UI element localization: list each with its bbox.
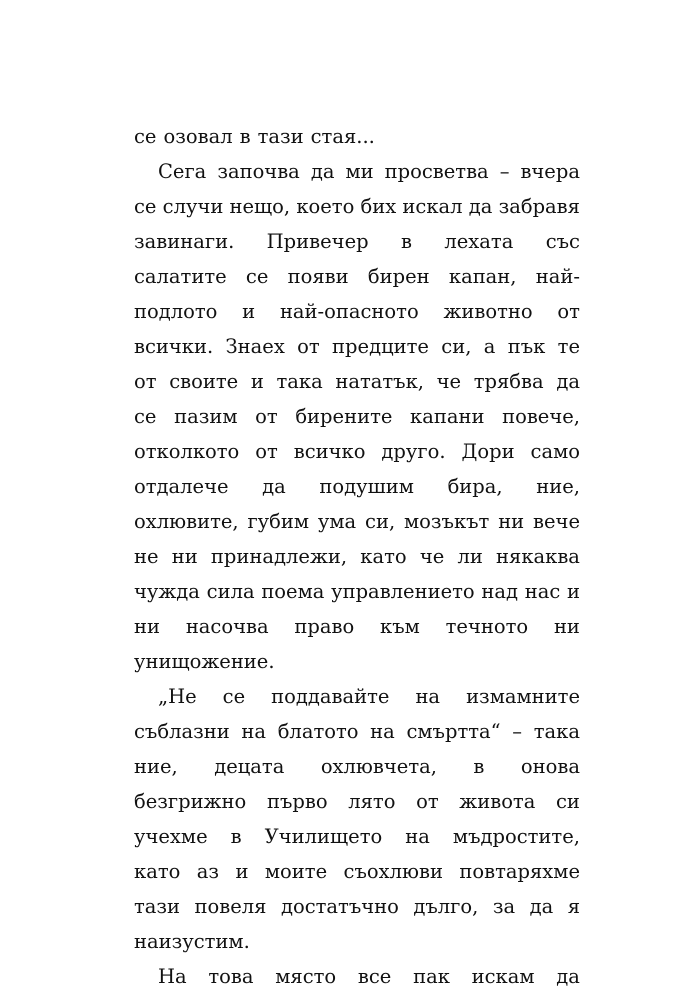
- word: място: [275, 965, 337, 988]
- word: нещо,: [229, 195, 291, 218]
- word: като: [134, 860, 181, 883]
- word: все: [357, 965, 392, 988]
- word: това: [208, 965, 254, 988]
- text-line: [134, 749, 580, 784]
- text-line: [134, 644, 580, 679]
- word: „Не: [158, 685, 197, 708]
- word: Дори: [461, 440, 515, 463]
- word: че: [436, 370, 462, 393]
- word: салатите: [134, 265, 227, 288]
- word: принадлежи,: [210, 545, 348, 568]
- word: от: [134, 370, 157, 393]
- text-line: [134, 504, 580, 539]
- word: само: [530, 440, 580, 463]
- word: така: [276, 370, 323, 393]
- word: започва: [217, 160, 300, 183]
- word: унищожение.: [134, 650, 275, 673]
- word: завинаги.: [134, 230, 235, 253]
- word: в: [473, 755, 485, 778]
- word: аз: [196, 860, 220, 883]
- word: на: [405, 825, 430, 848]
- word: на: [415, 685, 441, 708]
- word: охлювчета,: [320, 755, 437, 778]
- word: животно: [443, 300, 533, 323]
- word: от: [557, 300, 580, 323]
- word: което: [296, 195, 355, 218]
- word: пазим: [174, 405, 238, 428]
- word: да: [529, 895, 554, 918]
- word: отдалече: [134, 475, 229, 498]
- word: озовал: [163, 125, 233, 148]
- word: някаква: [496, 545, 580, 568]
- word: повтаряхме: [459, 860, 580, 883]
- word: не: [134, 545, 159, 568]
- word: учехме: [134, 825, 208, 848]
- word: –: [512, 720, 523, 743]
- word: от: [297, 335, 320, 358]
- word: право: [294, 615, 355, 638]
- word: течното: [445, 615, 529, 638]
- body-text: [134, 119, 580, 994]
- text-line: [134, 434, 580, 469]
- word: със: [545, 230, 580, 253]
- word: тази: [257, 125, 304, 148]
- word: смъртта“: [406, 720, 501, 743]
- text-line: [134, 819, 580, 854]
- word: се: [222, 685, 246, 708]
- word: в: [230, 825, 242, 848]
- word: измамните: [466, 685, 580, 708]
- word: и: [242, 300, 256, 323]
- word: ни: [553, 615, 580, 638]
- text-line: [134, 329, 580, 364]
- word: над: [481, 580, 519, 603]
- text-line: [134, 854, 580, 889]
- word: нататък,: [335, 370, 424, 393]
- word: ни: [134, 615, 160, 638]
- word: живота: [459, 790, 536, 813]
- word: повеля: [194, 895, 267, 918]
- word: Знаех: [225, 335, 285, 358]
- word: ума: [317, 510, 357, 533]
- text-line: [134, 959, 580, 994]
- word: охлювите,: [134, 510, 239, 533]
- word: чужда: [134, 580, 200, 603]
- word: вчера: [520, 160, 580, 183]
- word: онова: [520, 755, 580, 778]
- text-line: [134, 714, 580, 749]
- word: мъдростите,: [452, 825, 580, 848]
- word: бих: [360, 195, 397, 218]
- word: и: [567, 580, 580, 603]
- word: да: [310, 160, 335, 183]
- text-line: [134, 539, 580, 574]
- word: пък: [507, 335, 546, 358]
- word: случи: [162, 195, 224, 218]
- word: тази: [134, 895, 181, 918]
- word: ли: [457, 545, 483, 568]
- word: искал: [402, 195, 463, 218]
- word: отколкото: [134, 440, 240, 463]
- word: и: [250, 370, 264, 393]
- word: просветва: [384, 160, 489, 183]
- text-line: [134, 924, 580, 959]
- word: да: [262, 475, 286, 498]
- word: мозъкът: [404, 510, 490, 533]
- word: съохлюви: [343, 860, 443, 883]
- text-line: [134, 889, 580, 924]
- word: си,: [441, 335, 472, 358]
- word: я: [567, 895, 580, 918]
- word: губим: [247, 510, 310, 533]
- word: –: [499, 160, 510, 183]
- text-line: [134, 259, 580, 294]
- text-line: [134, 364, 580, 399]
- word: те: [557, 335, 580, 358]
- word: си: [556, 790, 580, 813]
- word: управлението: [331, 580, 475, 603]
- word: стая...: [310, 125, 375, 148]
- text-line: [134, 469, 580, 504]
- word: съблазни: [134, 720, 230, 743]
- word: и: [235, 860, 249, 883]
- text-line: [134, 154, 580, 189]
- word: искам: [471, 965, 535, 988]
- word: капан,: [448, 265, 517, 288]
- word: лято: [348, 790, 396, 813]
- word: вече: [533, 510, 580, 533]
- word: се: [134, 195, 157, 218]
- word: най-опасното: [279, 300, 419, 323]
- text-line: [134, 679, 580, 714]
- word: че: [419, 545, 445, 568]
- word: друго.: [381, 440, 446, 463]
- word: появи: [287, 265, 349, 288]
- text-line: [134, 609, 580, 644]
- word: безгрижно: [134, 790, 247, 813]
- word: се: [134, 405, 157, 428]
- word: си,: [365, 510, 396, 533]
- word: да: [468, 195, 493, 218]
- word: достатъчно: [280, 895, 399, 918]
- word: от: [255, 440, 278, 463]
- word: поддавайте: [271, 685, 390, 708]
- word: ние,: [134, 755, 178, 778]
- word: в: [400, 230, 412, 253]
- word: поема: [261, 580, 325, 603]
- word: трябва: [473, 370, 544, 393]
- word: Сега: [158, 160, 207, 183]
- word: за: [492, 895, 516, 918]
- word: капани: [410, 405, 485, 428]
- word: ни: [498, 510, 525, 533]
- word: от: [416, 790, 439, 813]
- word: нас: [524, 580, 561, 603]
- word: първо: [266, 790, 328, 813]
- word: насочва: [185, 615, 269, 638]
- word: на: [241, 720, 267, 743]
- text-line: [134, 399, 580, 434]
- word: всичко: [293, 440, 366, 463]
- word: в: [239, 125, 251, 148]
- word: предците: [332, 335, 429, 358]
- text-line: [134, 294, 580, 329]
- word: всички.: [134, 335, 214, 358]
- word: забравя: [498, 195, 580, 218]
- word: Привечер: [266, 230, 369, 253]
- text-line: [134, 189, 580, 224]
- word: наизустим.: [134, 930, 250, 953]
- word: лехата: [444, 230, 514, 253]
- word: най-: [535, 265, 580, 288]
- word: дълго,: [413, 895, 479, 918]
- word: бирените: [295, 405, 393, 428]
- word: моите: [264, 860, 328, 883]
- word: подлото: [134, 300, 218, 323]
- word: се: [134, 125, 157, 148]
- word: ми: [345, 160, 374, 183]
- word: Училището: [264, 825, 383, 848]
- text-line: [134, 574, 580, 609]
- word: блатото: [277, 720, 359, 743]
- word: да: [556, 965, 580, 988]
- word: се: [245, 265, 269, 288]
- word: а: [483, 335, 496, 358]
- text-line: [134, 119, 580, 154]
- word: децата: [214, 755, 285, 778]
- word: бира,: [447, 475, 503, 498]
- word: На: [158, 965, 187, 988]
- word: ние,: [536, 475, 580, 498]
- text-line: [134, 224, 580, 259]
- word: ни: [171, 545, 198, 568]
- word: своите: [169, 370, 239, 393]
- word: бирен: [367, 265, 430, 288]
- text-line: [134, 784, 580, 819]
- word: подушим: [319, 475, 414, 498]
- word: като: [360, 545, 407, 568]
- word: на: [370, 720, 395, 743]
- word: от: [255, 405, 278, 428]
- word: сила: [206, 580, 255, 603]
- word: повече,: [502, 405, 580, 428]
- word: да: [556, 370, 580, 393]
- word: към: [380, 615, 420, 638]
- word: пак: [413, 965, 450, 988]
- word: така: [533, 720, 580, 743]
